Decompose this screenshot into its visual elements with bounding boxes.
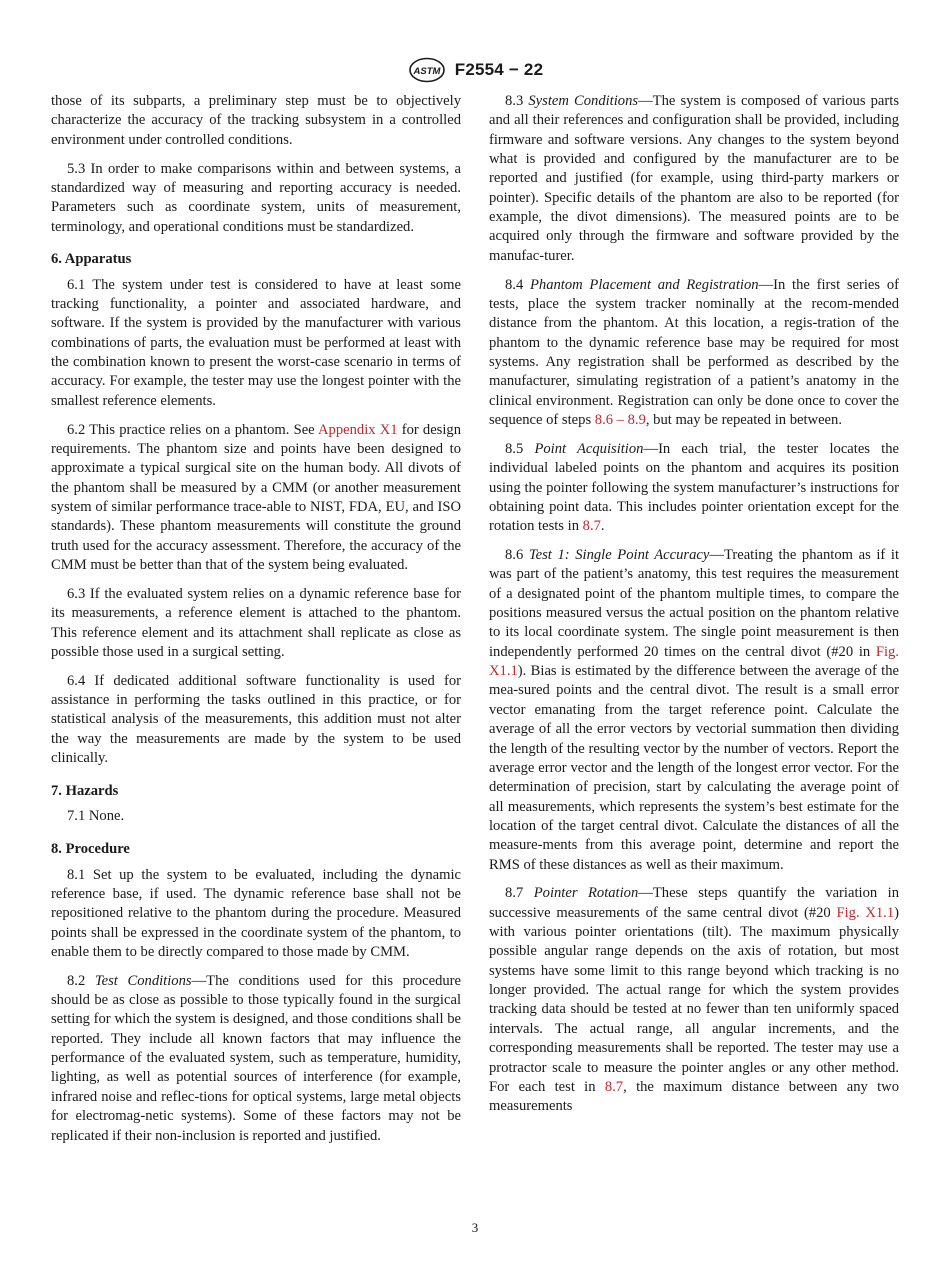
page-header (0, 56, 950, 84)
paragraph-8-1: 8.1 Set up the system to be evaluated, including the dynamic reference base, if used. The dynamic reference base shall not be repositioned relative to the phantom during the procedure. Measured points shall be expressed in the coordinate system of the phantom, to enable them to be directly compared to those made by CMM. (51, 866, 461, 960)
astm-logo-icon (407, 57, 447, 83)
paragraph-7-1: 7.1 None. (67, 808, 125, 825)
section-8-7-link[interactable]: 8.7 (604, 1078, 624, 1095)
steps-8-6-8-9-link[interactable]: 8.6 – 8.9 (594, 412, 646, 428)
paragraph-8-6: 8.6 Test 1: Single Point Accuracy—Treating the phantom as if it was part of the patient’s anatomy, this test requires the measurement of a designated point of the phantom multiple times, to compare the positions measured versus the actual position on the phantom relative to its local coordinate system. The single point measurement is then independently performed 20 times on the central divot (#20 in Fig. X1.1). Bias is estimated by the difference between the average of the mea-sured points and the central divot. The result is a small error vector emanating from the target reference point. Calculate the average of all the error vectors by vectorial summation then dividing the length of the resulting vector by the number of vectors. Report the average error vector and the length of the longest error vector. For the determination of precision, start by calculating the average point of all measurements, which represents the system’s best estimate for the location of the target central divot. Calculate the distances of all the measure-ments from this average point, determine and report the RMS of these distances as well as their maximum. (489, 547, 900, 873)
paragraph-6-3: 6.3 If the evaluated system relies on a dynamic reference base for its measurements, a reference element is attached to the phantom. This reference element and its attachment shall replicate as close as possible those used in a surgical setting. (51, 585, 461, 660)
heading-apparatus: 6. Apparatus (51, 251, 132, 268)
heading-hazards: 7. Hazards (51, 783, 119, 799)
paragraph-6-1: 6.1 The system under test is considered to have at least some tracking functionality, a pointer and associated hardware, and software. If the system is provided by the manufacturer with various combinations of parts, the evaluation must be performed at least with the combination known to present the worst-case scenario in terms of accuracy. For example, the tester may use the longest pointer with the smallest reference elements. (51, 276, 461, 409)
paragraph-6-2: 6.2 This practice relies on a phantom. See Appendix X1 for design requirements. The phantom size and points have been designed to approximate a typical surgical site on the human body. All divots of the phantom shall be measured by a CMM (or another measurement system of similar performance trace-able to NIST, FDA, EU, and ISO standards). These phantom measurements will constitute the ground truth used for the accuracy assessment. Therefore, the accuracy of the CMM must be better than that of the system being evaluated. (51, 421, 462, 574)
right-column (489, 92, 899, 1126)
test-conditions-title: Test Conditions (94, 972, 192, 989)
heading-procedure: 8. Procedure (51, 841, 130, 858)
paragraph-8-2: 8.2 Test Conditions—The conditions used for this procedure should be as close as possible to those typically found in the surgical setting for which the system is designed, and those conditions shall be reported. They include all known factors that may influence the performance of the evaluated system, such as temperature, humidity, lighting, as well as potential sources of interference (for example, infrared noise and reflec-tions for optical systems, large metal objects for electromag-netic systems). Some of these factors may not be replicated if their non-inclusion is reported and justified. (51, 972, 461, 1144)
left-column (51, 92, 461, 1155)
document-id: F2554 − 22 (454, 60, 544, 79)
paragraph-8-5: 8.5 Point Acquisition—In each trial, the tester locates the individual labeled points on the phantom and acquires its position using the pointer following the system manufacturer’s instructions for obtaining point data. This includes pointer orientation except for the rotation tests in 8.7. (489, 440, 900, 535)
phantom-placement-title: Phantom Placement and Registration (529, 276, 759, 293)
appendix-x1-link[interactable]: Appendix X1 (318, 421, 398, 438)
system-conditions-title: System Conditions (528, 93, 639, 109)
fig-x1-1-link[interactable]: Fig. X1.1 (836, 904, 895, 921)
paragraph-6-4: 6.4 If dedicated additional software functionality is used for assistance in performing the tasks outlined in this practice, or for statistical analysis of the measurements, this addition must not alter the way the measurements are made by the system to be used clinically. (51, 672, 461, 767)
paragraph-continued: those of its subparts, a preliminary step must be to objectively characterize the accuracy of the tracking subsystem in a controlled environment under controlled conditions. (51, 93, 461, 148)
logo-text: ASTM (413, 66, 441, 77)
paragraph-5-3: 5.3 In order to make comparisons within and between systems, a standardized way of measuring and reporting accuracy is needed. Parameters such as coordinate system, units of measurement, terminology, and operational conditions must be standardized. (51, 160, 461, 235)
section-8-7-link[interactable]: 8.7 (582, 518, 601, 535)
paragraph-8-7: 8.7 Pointer Rotation—These steps quantify the variation in successive measurements of the same central divot (#20 Fig. X1.1) with various pointer orientations (tilt). The maximum physically possible angular range depends on the axis of rotation, but most systems have some limit to this range beyond which tracking is no longer provided. The actual range for which the system provides tracking data should be tested at no fewer than ten uniformly spaced intervals. The actual range, all angular increments, and the corresponding measurements shall be reported. The tester may use a protractor scale to measure the pointer angles or any other method. For each test in 8.7, the maximum distance between any two measurements (489, 885, 900, 1115)
point-acquisition-title: Point Acquisition (534, 440, 644, 457)
paragraph-8-3: 8.3 System Conditions—The system is composed of various parts and all their references and configuration shall be provided, including firmware and software versions. Any changes to the system beyond what is provided and configured by the manufacturer are to be reported and justified (for example, using third-party markers or pointer). Specific details of the phantom are also to be reported (for example, the divot dimensions). The measured points are to be acquired only through the firmware and software provided by the manufac-turer. (489, 93, 899, 264)
paragraph-8-4: 8.4 Phantom Placement and Registration—In the first series of tests, place the system tracker nominally at the recom-mended distance from the phantom. At this location, a regis-tration of the phantom to the dynamic reference base may be required for most systems. Any registration shall be performed as described by the manufacturer, simulating registration of a patient’s anatomy in the clinical environment. Registration can only be done once to cover the sequence of steps 8.6 – 8.9, but may be repeated in between. (489, 276, 899, 428)
page-number: 3 (471, 1220, 479, 1235)
single-point-accuracy-title: Test 1: Single Point Accuracy (528, 547, 710, 564)
fig-x1-1-link[interactable]: Fig. X1.1 (489, 643, 899, 680)
pointer-rotation-title: Pointer Rotation (533, 885, 639, 902)
